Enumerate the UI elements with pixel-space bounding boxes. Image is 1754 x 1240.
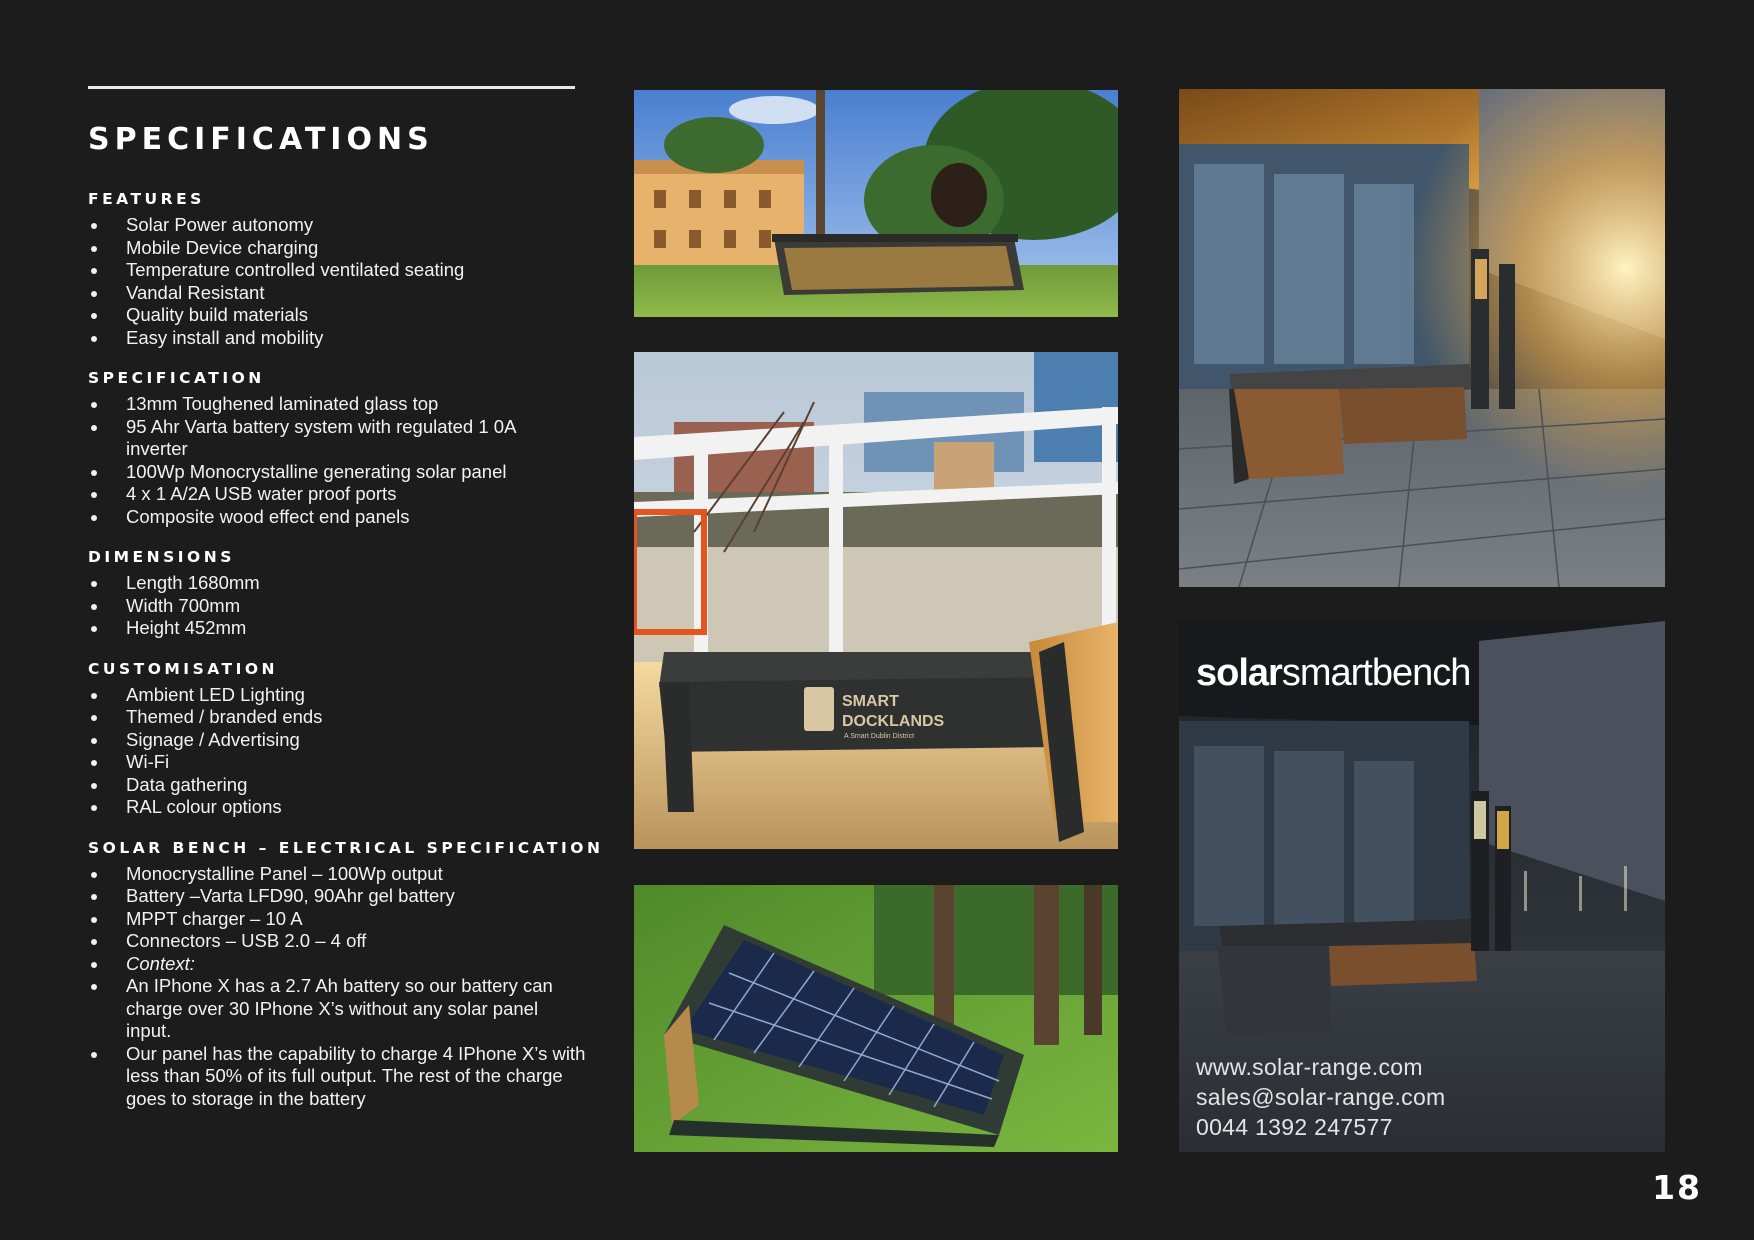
section-heading: SPECIFICATION [88,369,265,387]
electrical-list [88,863,608,1111]
list-item: Temperature controlled ventilated seating [88,259,608,282]
list-item: Signage / Advertising [88,729,608,752]
list-item: Connectors – USB 2.0 – 4 off [88,930,608,953]
customisation-list [88,684,608,819]
sign-line2: DOCKLANDS [842,713,945,730]
list-item: Vandal Resistant [88,282,608,305]
list-item: Our panel has the capability to charge 4 IPhone X’s with less than 50% of its full output. The rest of the charge goes to storage in the battery [88,1043,586,1111]
list-item: Solar Power autonomy [88,214,608,237]
section-heading: DIMENSIONS [88,548,235,566]
list-item: Context: [88,953,608,976]
brand-logo [1196,652,1470,695]
bench-solar-panel-photo [634,885,1118,1152]
header-rule [88,86,575,89]
section-heading: FEATURES [88,190,205,208]
email-link[interactable]: sales@solar-range.com [1196,1084,1446,1110]
list-item: 100Wp Monocrystalline generating solar panel [88,461,608,484]
list-item: Data gathering [88,774,608,797]
list-item: 13mm Toughened laminated glass top [88,393,608,416]
dimensions-section [88,548,608,640]
specification-list [88,393,608,528]
list-item: Wi-Fi [88,751,608,774]
bench-building-day-photo [1179,89,1665,587]
list-item: Themed / branded ends [88,706,608,729]
brand-bold: solar [1196,652,1282,694]
page-title: SPECIFICATIONS [88,122,434,157]
page-number: 18 [1652,1168,1702,1207]
list-item: An IPhone X has a 2.7 Ah battery so our battery can charge over 30 IPhone X’s without any solar panel input. [88,975,586,1043]
list-item: Quality build materials [88,304,608,327]
customisation-section [88,660,608,819]
list-item: 4 x 1 A/2A USB water proof ports [88,483,608,506]
list-item: 95 Ahr Varta battery system with regulated 1 0A inverter [88,416,526,461]
list-item: Height 452mm [88,617,608,640]
specification-section [88,369,608,528]
sign-line1: SMART [842,693,899,710]
bench-docklands-photo [634,352,1118,849]
list-item: Composite wood effect end panels [88,506,608,529]
section-heading: CUSTOMISATION [88,659,279,678]
phone-number: 0044 1392 247577 [1196,1114,1393,1140]
bench-park-photo [634,90,1118,317]
features-section [88,190,608,349]
features-list [88,214,608,349]
specifications-column [88,190,608,1130]
list-item: RAL colour options [88,796,608,819]
section-heading: SOLAR BENCH – ELECTRICAL SPECIFICATION [88,838,604,857]
list-item: Easy install and mobility [88,327,608,350]
list-item: Width 700mm [88,595,608,618]
contact-details [1196,1052,1446,1142]
electrical-specification-section [88,839,608,1111]
list-item: Monocrystalline Panel – 100Wp output [88,863,608,886]
list-item: MPPT charger – 10 A [88,908,608,931]
list-item: Mobile Device charging [88,237,608,260]
brand-light: smartbench [1281,652,1471,694]
website-link[interactable]: www.solar-range.com [1196,1054,1423,1080]
dimensions-list [88,572,608,640]
list-item: Length 1680mm [88,572,608,595]
sign-line3: A Smart Dublin District [844,733,915,740]
list-item: Ambient LED Lighting [88,684,608,707]
list-item: Battery –Varta LFD90, 90Ahr gel battery [88,885,608,908]
